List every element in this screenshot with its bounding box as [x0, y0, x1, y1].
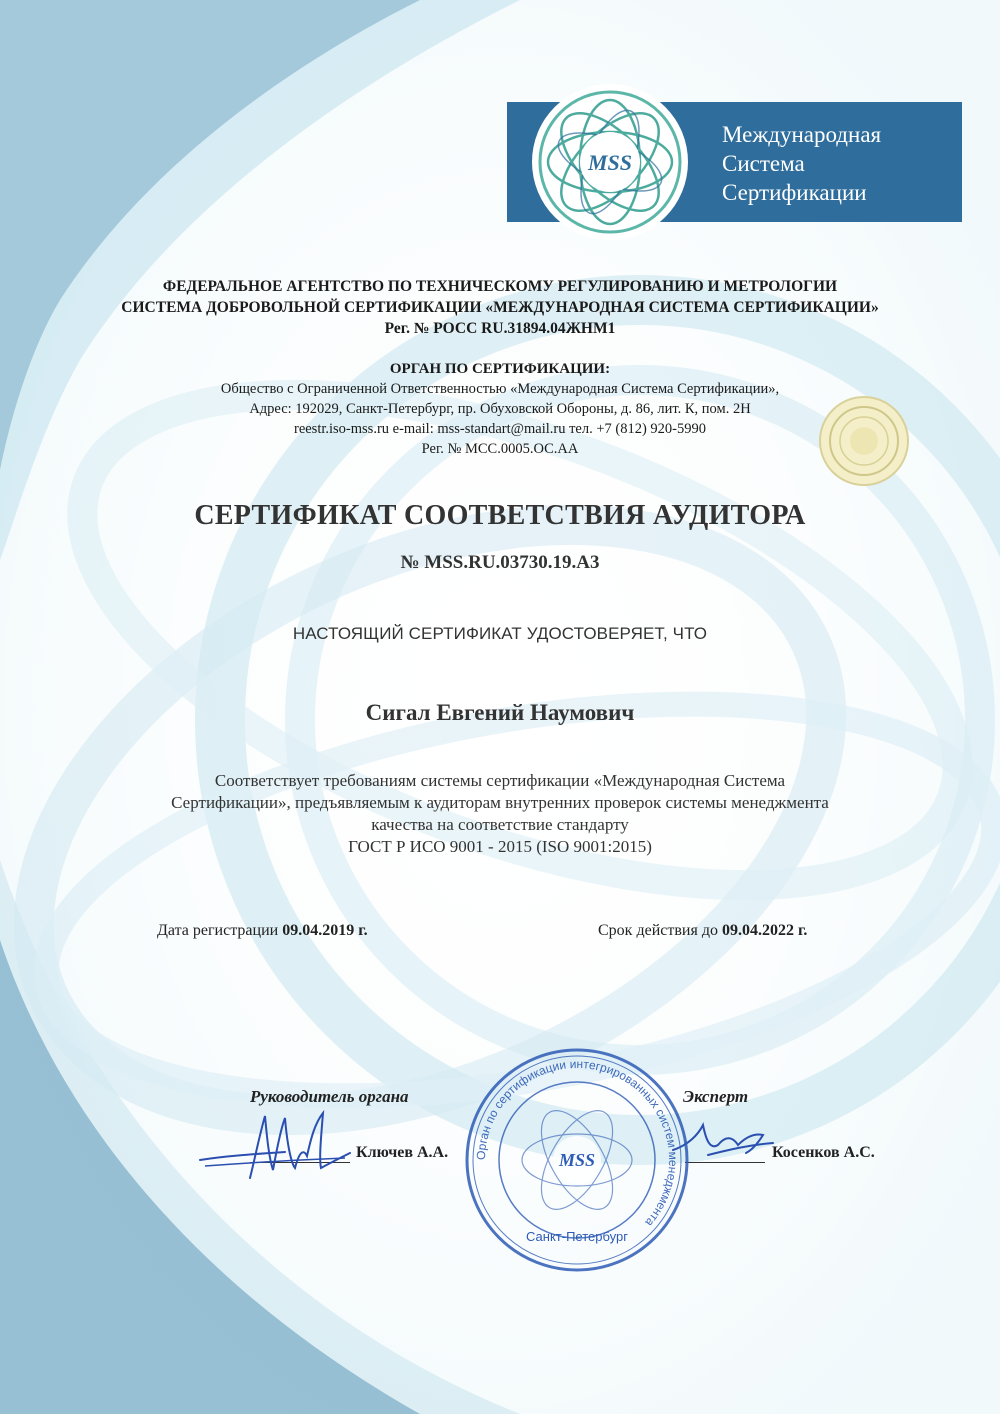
stamp-city: Санкт-Петербург: [526, 1229, 628, 1244]
validity-date-value: 09.04.2022 г.: [721, 922, 808, 939]
head-name: Ключев А.А.: [356, 1144, 449, 1161]
registration-date-label: Дата регистрации: [157, 922, 279, 939]
body-line-3: качества на соответствие стандарту: [371, 815, 629, 834]
organ-line-1: Общество с Ограниченной Ответственностью «Международная Система Сертификации»,: [220, 381, 780, 397]
expert-caption: Эксперт: [683, 1087, 749, 1106]
certificate-number: № MSS.RU.03730.19.А3: [400, 552, 600, 573]
agency-line-2: СИСТЕМА ДОБРОВОЛЬНОЙ СЕРТИФИКАЦИИ «МЕЖДУНАРОДНАЯ СИСТЕМА СЕРТИФИКАЦИИ»: [121, 299, 879, 316]
organ-line-4: Рег. № МСС.0005.ОС.АА: [421, 441, 579, 457]
official-stamp-icon: [462, 1045, 692, 1275]
registration-date: [157, 922, 368, 940]
person-name: Сигал Евгений Наумович: [365, 700, 635, 725]
stamp-center-text: MSS: [558, 1150, 596, 1170]
registration-date-value: 09.04.2019 г.: [282, 922, 368, 939]
organ-line-2: Адрес: 192029, Санкт-Петербург, пр. Обуховской Обороны, д. 86, лит. К, пом. 2Н: [249, 401, 751, 417]
stamp-ring-text: Орган по сертификации интегрированных систем менеджмента: [473, 1056, 681, 1230]
validity-date: [598, 922, 807, 940]
brand-name: [722, 120, 881, 207]
brand-line-3: Сертификации: [722, 180, 867, 205]
hologram-seal-icon: [818, 395, 910, 487]
body-line-4: ГОСТ Р ИСО 9001 - 2015 (ISO 9001:2015): [348, 837, 652, 856]
organ-line-3: reestr.iso-mss.ru e-mail: mss-standart@mail.ru тел. +7 (812) 920-5990: [293, 421, 707, 437]
agency-line-1: ФЕДЕРАЛЬНОЕ АГЕНТСТВО ПО ТЕХНИЧЕСКОМУ РЕГУЛИРОВАНИЮ И МЕТРОЛОГИИ: [162, 278, 838, 295]
brand-line-2: Система: [722, 151, 805, 176]
body-line-1: Соответствует требованиям системы сертификации «Международная Система: [214, 771, 786, 790]
organ-title: ОРГАН ПО СЕРТИФИКАЦИИ:: [389, 361, 611, 377]
body-line-2: Сертификации», предъявляемым к аудиторам внутренних проверок системы менеджмента: [171, 793, 829, 812]
agency-line-3: Рег. № РОСС RU.31894.04ЖНМ1: [384, 320, 616, 337]
mss-logo-icon: [530, 82, 690, 242]
certificate-body: [0, 770, 1000, 858]
brand-line-1: Международная: [722, 122, 882, 147]
agency-block: [0, 276, 1000, 339]
validity-date-label: Срок действия до: [598, 922, 718, 939]
certificate-title: СЕРТИФИКАТ СООТВЕТСТВИЯ АУДИТОРА: [194, 500, 806, 531]
logo-text: MSS: [587, 150, 633, 175]
certifies-text: НАСТОЯЩИЙ СЕРТИФИКАТ УДОСТОВЕРЯЕТ, ЧТО: [292, 624, 708, 643]
head-caption: Руководитель органа: [250, 1087, 409, 1106]
expert-name: Косенков А.С.: [772, 1144, 875, 1161]
head-signature-icon: [195, 1108, 355, 1183]
